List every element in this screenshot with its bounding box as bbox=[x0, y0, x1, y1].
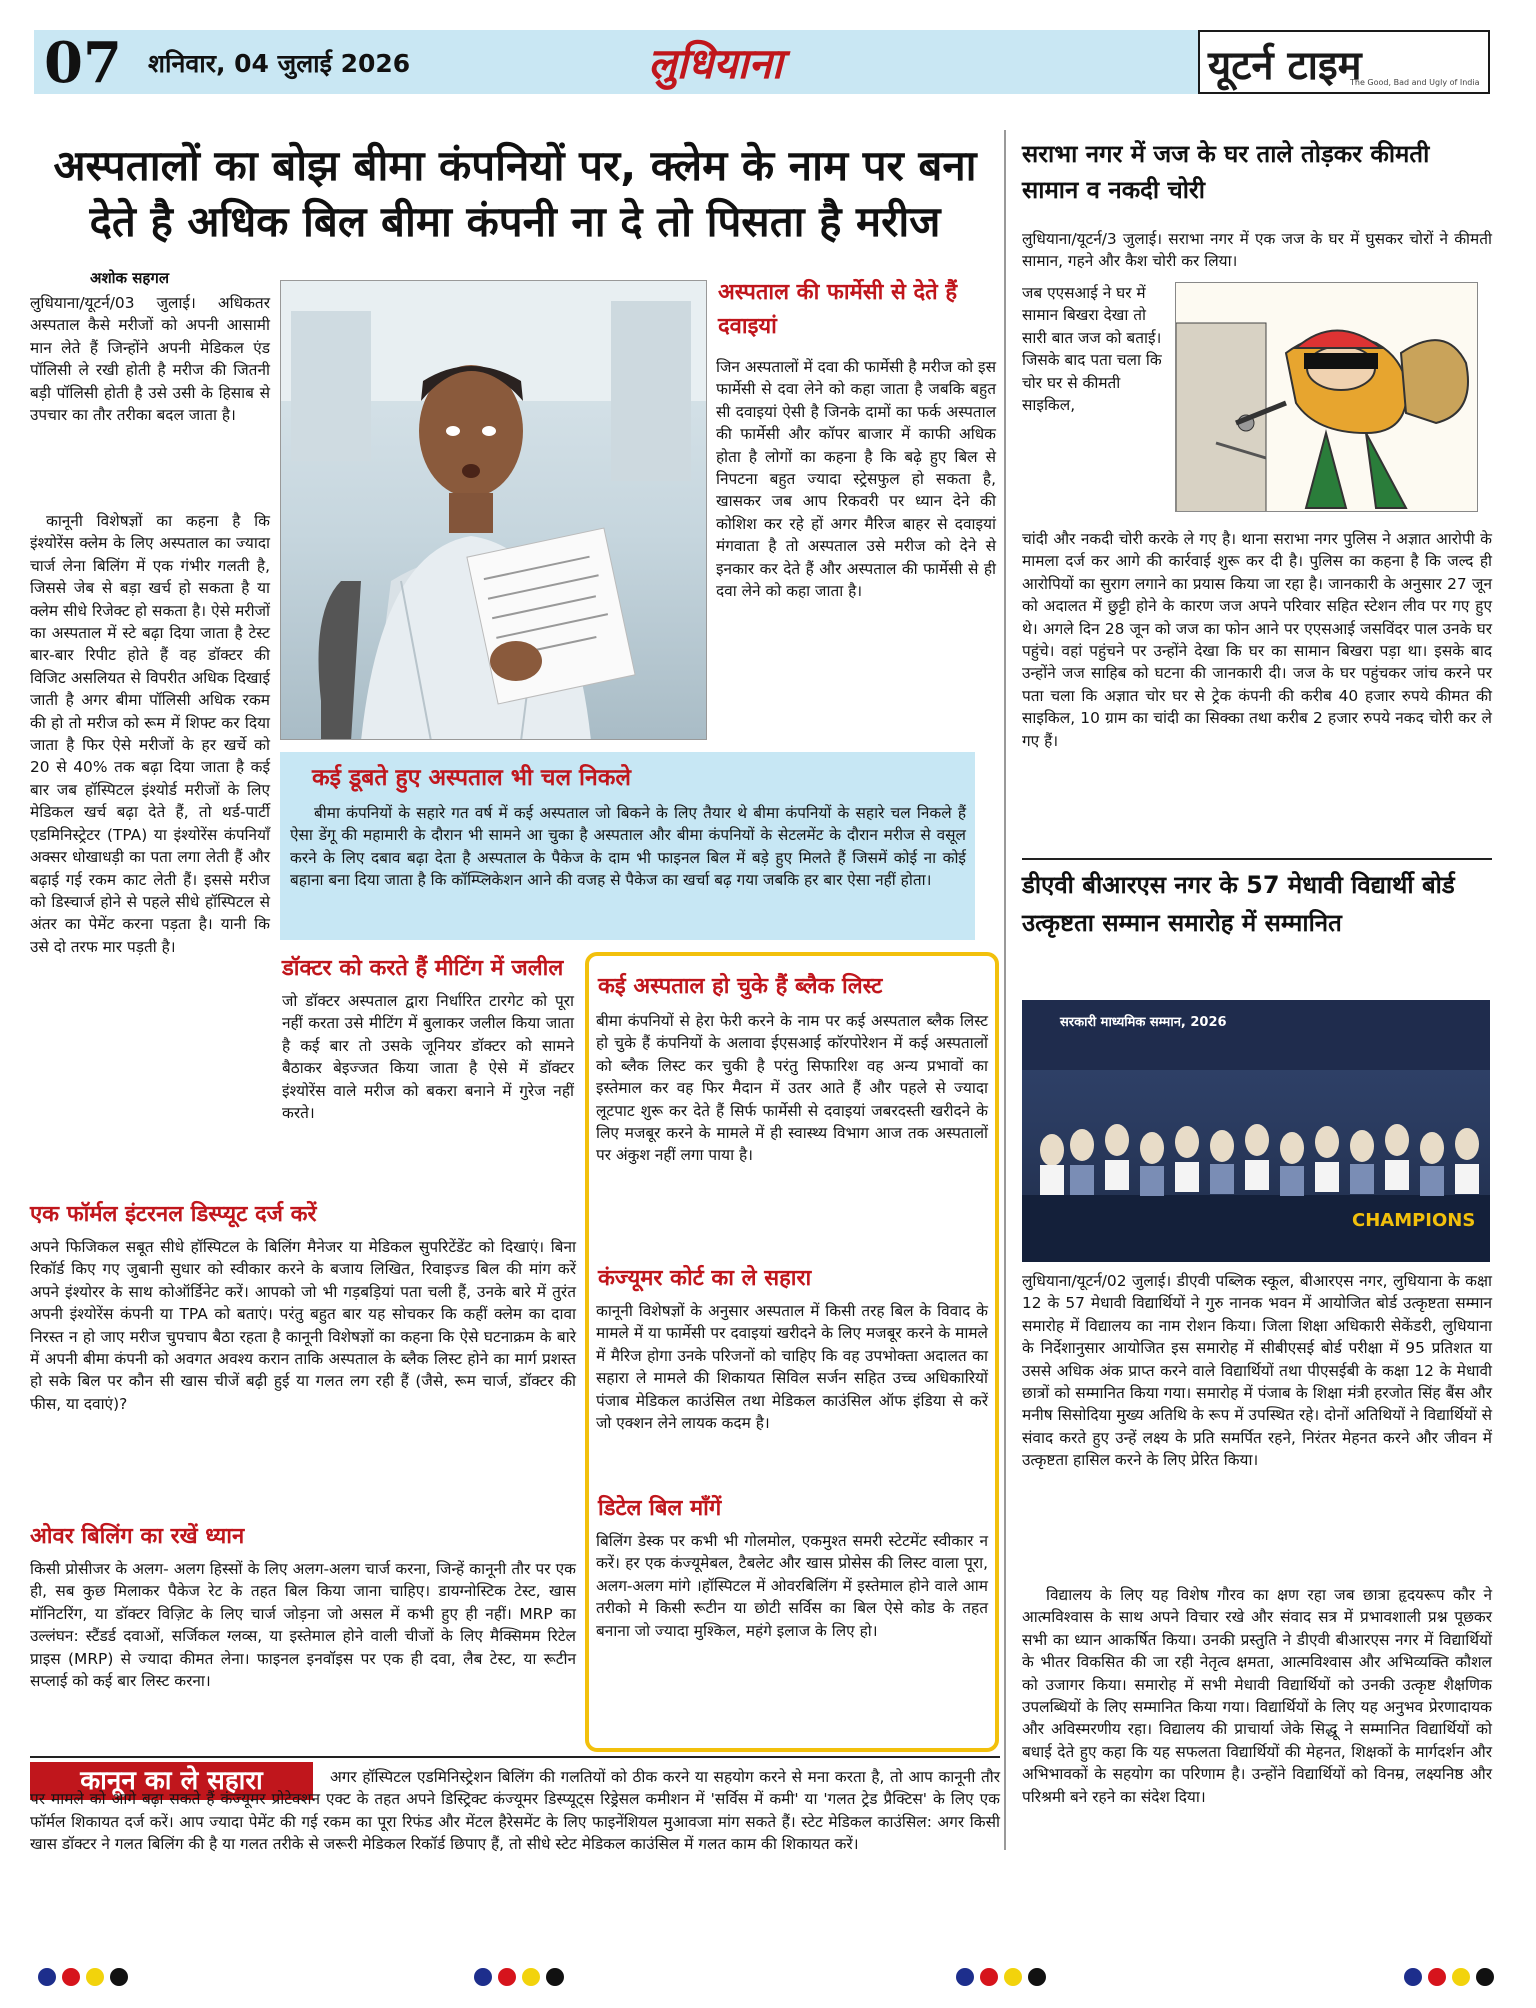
registration-dot bbox=[474, 1968, 492, 1986]
theft-rule bbox=[1022, 858, 1492, 860]
main-story-lead: लुधियाना/यूटर्न/03 जुलाई। अधिकतर अस्पताल कैसे मरीजों को अपनी आसामी मान लेते हैं जिन्होंने अपनी मेडिकल एंड पॉलिसी ले रखी होती है मरीज की जितनी बड़ी पॉलिसी होती है उसे उसी के हिसाब से उपचार का तौर तरीका बदल जाता है। bbox=[30, 294, 270, 425]
pharmacy-body: जिन अस्पतालों में दवा की फार्मेसी है मरीज को इस फार्मेसी से दवा लेने को कहा जाता है जबकि बहुत सी दवाइयां ऐसी है जिनके दामों का फर्क अस्पताल की फार्मेसी और कॉपर बाजार में काफी अधिक होता है लोगों का कहना है कि बढ़े हुए बिल से निपटना बहुत ज्यादा स्ट्रेसफुल हो सकता है, खासकर जब आप रिकवरी पर ध्यान देने की कोशिश कर रहे हों अगर मैरिज बाहर से दवाइयां मंगवाता है तो अस्पताल उसे मरीज को देने से इनकार कर देते हैं और अस्पताल की फार्मेसी से ही दवा लेने को कहा जाता है। bbox=[716, 358, 996, 601]
blacklist-body: बीमा कंपनियों से हेरा फेरी करने के नाम पर कई अस्पताल ब्लैक लिस्ट हो चुके हैं कंपनियों के अलावा ईएसआई कॉरपोरेशन में कई अस्पतालों को ब्लैक लिस्ट कर चुकी है परंतु सिफारिश वह अन्य प्रभावों का इस्तेमाल कर वह फिर मैदान में उतर आते हैं और पहले से ज्यादा लूटपाट शुरू कर देते हैं सिर्फ फार्मेसी से दवाइयां जबरदस्ती खरीदने के लिए मजबूर करने के मामले में ही स्वास्थ्य विभाग आज तक अस्पतालों पर अंकुश नहीं लगा पाया है। bbox=[596, 1012, 988, 1165]
theft-headline: सराभा नगर में जज के घर ताले तोड़कर कीमती सामान व नकदी चोरी bbox=[1022, 140, 1430, 204]
byline: अशोक सहगल bbox=[90, 269, 170, 287]
registration-dot bbox=[1028, 1968, 1046, 1986]
theft-body: चांदी और नकदी चोरी करके ले गए है। थाना सराभा नगर पुलिस ने अज्ञात आरोपी के मामला दर्ज कर आगे की कार्रवाई शुरू कर दी है। पुलिस का कहना है कि जल्द ही आरोपियों का सुराग लगाने का प्रयास किया जा रहा है। जानकारी के अनुसार 27 जून को अदालत में छुट्टी होने के कारण जज अपने परिवार सहित स्टेशन लीव पर गए हुए थे। अगले दिन 28 जून को जज का फोन आने पर एएसआई जसविंदर पाल उनके घर पहुंचे। वहां पहुंचने पर उन्होंने देखा कि घर का सामान बिखरा पड़ा था। इसके बाद उन्होंने जज साहिब को घटना की जानकारी दी। जज के घर पहुंचकर जांच करने पर पता चला कि अज्ञात चोर घर से ट्रेक कंपनी की करीब 40 हजार रुपये कीमत की साइकिल, 10 ग्राम का चांदी का सिक्का तथा करीब 2 हजार रुपये नकद चोरी कर ले गए हैं। bbox=[1022, 530, 1492, 750]
dav-body-2: विद्यालय के लिए यह विशेष गौरव का क्षण रहा जब छात्रा हृदयरूप कौर ने आत्मविश्वास के साथ अपने विचार रखे और संवाद सत्र में प्रभावशाली प्रश्न पूछकर सभी का ध्यान आकर्षित किया। उनकी प्रस्तुति ने डीएवी बीआरएस नगर में विद्यार्थियों के भीतर विकसित की जा रही नेतृत्व क्षमता, आत्मविश्वास और अभिव्यक्ति कौशल को उजागर किया। समारोह में सभी मेधावी विद्यार्थियों को उनकी उत्कृष्ट शैक्षणिक उपलब्धियों के लिए सम्मानित किया गया। विद्यार्थियों के लिए यह अनुभव प्रेरणादायक और अविस्मरणीय रहा। विद्यालय की प्राचार्या जेके सिद्धू ने सम्मानित विद्यार्थियों को बधाई देते हुए कहा कि यह सफलता विद्यार्थियों की मेहनत, शिक्षकों के मार्गदर्शन और अभिभावकों के सहयोग का परिणाम है। उन्होंने विद्यार्थियों को विनम्र, लक्ष्यनिष्ठ और परिश्रमी बने रहने का संदेश दिया। bbox=[1022, 1586, 1492, 1806]
dav-body-1: लुधियाना/यूटर्न/02 जुलाई। डीएवी पब्लिक स्कूल, बीआरएस नगर, लुधियाना के कक्षा 12 के 57 मेधावी विद्यार्थियों ने गुरु नानक भवन में आयोजित बोर्ड उत्कृष्टता सम्मान समारोह में विद्यालय का नाम रोशन किया। जिला शिक्षा अधिकारी सेकेंडरी, लुधियाना के निर्देशानुसार आयोजित इस समारोह में सीबीएसई बोर्ड परीक्षा में 95 प्रतिशत या उससे अधिक अंक प्राप्त करने वाले विद्यार्थियों तथा पीएसईबी के कक्षा 12 के मेधावी छात्रों को सम्मानित किया गया। समारोह में पंजाब के शिक्षा मंत्री हरजोत सिंह बैंस और मनीष सिसोदिया मुख्य अतिथि के रूप में उपस्थित रहे। दोनों अतिथियों ने विद्यार्थियों से संवाद करते हुए उन्हें लक्ष्य के प्रति समर्पित रहने, निरंतर मेहनत करने और जीवन में उत्कृष्टता हासिल करने के लिए प्रेरित किया। bbox=[1022, 1272, 1492, 1470]
registration-dot bbox=[980, 1968, 998, 1986]
doctor-body: जो डॉक्टर अस्पताल द्वारा निर्धारित टारगेट को पूरा नहीं करता उसे मीटिंग में बुलाकर जलील किया जाता है कई बार तो उसके जूनियर डॉक्टर को सामने बैठाकर बेइज्जत किया जाता है ऐसे में डॉक्टर इंश्योरेंस वाले मरीज को बकरा बनाने में गुरेज नहीं करते। bbox=[282, 992, 574, 1123]
doctor-heading: डॉक्टर को करते हैं मीटिंग में जलील bbox=[282, 956, 564, 981]
page-date: शनिवार, 04 जुलाई 2026 bbox=[148, 49, 411, 78]
dispute-heading: एक फॉर्मल इंटरनल डिस्प्यूट दर्ज करें bbox=[30, 1202, 317, 1227]
sinking-body: बीमा कंपनियों के सहारे गत वर्ष में कई अस्पताल जो बिकने के लिए तैयार थे बीमा कंपनियों के सहारे चल निकले हैं ऐसा डेंगू की महामारी के दौरान भी सामने आ चुका है अस्पताल और बीमा कंपनियों के सेटलमेंट के दौरान मरीज से वसूल करने के लिए दबाव बढ़ा देता है अस्पताल के पैकेज के दाम भी फाइनल बिल में बड़े हुए मिलते हैं जिसमें कोई ना कोई बहाना बना दिया जाता है कि कॉम्प्लिकेशन आने की वजह से पैकेज का खर्चा बढ़ गया जबकि हर बार ऐसा नहीं होता। bbox=[290, 804, 966, 890]
registration-dot bbox=[86, 1968, 104, 1986]
photo-banner-text: सरकारी माध्यमिक सम्मान, 2026 bbox=[1060, 1015, 1227, 1030]
overbilling-body: किसी प्रोसीजर के अलग- अलग हिस्सों के लिए अलग-अलग चार्ज करना, जिन्हें कानूनी तौर पर एक ही, सब कुछ मिलाकर पैकेज रेट के तहत बिल किया जाना चाहिए। डायग्नोस्टिक टेस्ट, खास मॉनिटरिंग, या डॉक्टर विज़िट के लिए चार्ज जोड़ना जो असल में कभी हुए ही नहीं। MRP का उल्लंघन: स्टैंडर्ड दवाओं, सर्जिकल ग्लव्स, या इस्तेमाल होने वाली चीजों के लिए मैक्सिमम रिटेल प्राइस (MRP) से ज्यादा कीमत लेना। फाइनल इनवॉइस पर एक ही दवा, लैब टेस्ट, या रूटीन सप्लाई को कई बार लिस्ट करना। bbox=[30, 1560, 576, 1691]
main-headline: अस्पतालों का बोझ बीमा कंपनियों पर, क्लेम के नाम पर बना देते है अधिक बिल बीमा कंपनी ना दे तो पिसता है मरीज bbox=[53, 141, 977, 246]
logo-tagline: The Good, Bad and Ugly of India bbox=[1350, 78, 1480, 87]
patient-photo bbox=[280, 280, 707, 740]
dispute-body: अपने फिजिकल सबूत सीधे हॉस्पिटल के बिलिंग मैनेजर या मेडिकल सुपरिटेंडेंट को दिखाएं। बिना रिकॉर्ड किए गए जुबानी सुधार को स्वीकार करने के बजाय लिखित, रिवाइज्ड बिल की मांग करें अपने इंश्योरर के साथ कोऑर्डिनेट करें। आपको जो भी गड़बड़ियां पता चली हैं, उनके बारे में तुरंत अपनी इंश्योरेंस कंपनी या TPA को बताएं। परंतु बहुत बार यह सोचकर कि कहीं क्लेम का दावा निरस्त न हो जाए मरीज चुपचाप बैठा रहता है कानूनी विशेषज्ञों का कहना कि ऐसे घटनाक्रम के बारे में अपनी बीमा कंपनी को अवगत अवश्य करान ताकि अस्पताल के ब्लैक लिस्ट होने का मार्ग प्रशस्त हो सके बिल पर कौन सी खास चीजें बढ़ी हुई या गलत लग रही हैं (जैसे, रूम चार्ज, डॉक्टर की फीस, या दवाएं)? bbox=[30, 1238, 576, 1413]
registration-dot bbox=[956, 1968, 974, 1986]
thief-illustration bbox=[1176, 283, 1478, 512]
dav-headline: डीएवी बीआरएस नगर के 57 मेधावी विद्यार्थी बोर्ड उत्कृष्टता सम्मान समारोह में सम्मानित bbox=[1022, 871, 1455, 937]
pharmacy-heading: अस्पताल की फार्मेसी से देते हैं दवाइयां bbox=[718, 280, 958, 339]
detail-bill-body: बिलिंग डेस्क पर कभी भी गोलमोल, एकमुश्त समरी स्टेटमेंट स्वीकार न करें। हर एक कंज्यूमेबल, टैबलेट और खास प्रोसेस की लिस्ट वाला पूरा, अलग-अलग मांगे ।हॉस्पिटल में ओवरबिलिंग में इस्तेमाल होने वाले आम तरीको मे किसी रूटीन या छोटी सर्विस का बिल ऐसे कोड के तहत बनाना जो ज्यादा मुश्किल, महंगे इलाज के लिए हो। bbox=[596, 1532, 988, 1640]
photo-sign-text: CHAMPIONS bbox=[1352, 1210, 1476, 1231]
blacklist-heading: कई अस्पताल हो चुके हैं ब्लैक लिस्ट bbox=[598, 974, 883, 999]
theft-side-text: जब एएसआई ने घर में सामान बिखरा देखा तो सारी बात जज को बताई। जिसके बाद पता चला कि चोर घर से कीमती साइकिल, bbox=[1022, 284, 1162, 415]
registration-dot bbox=[110, 1968, 128, 1986]
logo-text: यूटर्न टाइम bbox=[1208, 43, 1362, 89]
kanoon-heading: कानून का ले सहारा bbox=[30, 1762, 313, 1800]
consumer-body: कानूनी विशेषज्ञों के अनुसार अस्पताल में किसी तरह बिल के विवाद के मामले में या फार्मेसी पर दवाइयां खरीदने के लिए मजबूर करने के मामले में मैरिज होगा उनके परिजनों को चाहिए कि वह उपभोक्ता अदालत का सहारा ले मामले की शिकायत सिविल सर्जन सहित उच्च अधिकारियों पंजाब मेडिकल काउंसिल तथा मेडिकल काउंसिल ऑफ इंडिया से करें जो एक्शन लेने लायक कदम है। bbox=[596, 1302, 988, 1433]
registration-dot bbox=[1476, 1968, 1494, 1986]
page-number: 07 bbox=[44, 30, 122, 96]
registration-dot bbox=[498, 1968, 516, 1986]
patient-illustration bbox=[281, 281, 707, 740]
section-name: लुधियाना bbox=[648, 39, 783, 88]
thief-cartoon bbox=[1175, 282, 1478, 512]
kanoon-rule bbox=[30, 1756, 1000, 1758]
column-divider bbox=[1004, 130, 1006, 1850]
registration-dot bbox=[546, 1968, 564, 1986]
newspaper-logo bbox=[1198, 30, 1490, 94]
kanoon-body: अगर हॉस्पिटल एडमिनिस्ट्रेशन बिलिंग की गलतियों को ठीक करने या सहयोग करने से मना करता है, तो आप कानूनी तौर पर मामले को आगे बढ़ा सकते हैं कंज्यूमर प्रोटेक्शन एक्ट के तहत अपने डिस्ट्रिक्ट कंज्यूमर डिस्प्यूट्स रिड्रेसल कमीशन में 'सर्विस में कमी' या 'गलत ट्रेड प्रैक्टिस' के लिए एक फॉर्मल शिकायत दर्ज करें। आप ज्यादा पेमेंट की गई रकम का पूरा रिफंड और मेंटल हैरेसमेंट के लिए फाइनेंशियल मुआवजा मांग सकते हैं। स्टेट मेडिकल काउंसिल: अगर किसी खास डॉक्टर ने गलत बिलिंग की है या गलत तरीके से जरूरी मेडिकल रिकॉर्ड छिपाए हैं, तो सीधे स्टेट मेडिकल काउंसिल में गलत काम की शिकायत करें। bbox=[30, 1768, 1000, 1854]
registration-dot bbox=[1404, 1968, 1422, 1986]
registration-dot bbox=[1428, 1968, 1446, 1986]
registration-dot bbox=[38, 1968, 56, 1986]
theft-lead: लुधियाना/यूटर्न/3 जुलाई। सराभा नगर में एक जज के घर में घुसकर चोरों ने कीमती सामान, गहने और कैश चोरी कर लिया। bbox=[1022, 230, 1492, 271]
main-story-body: कानूनी विशेषज्ञों का कहना है कि इंश्योरेंस क्लेम के लिए अस्पताल का ज्यादा चार्ज लेना बिलिंग में एक गंभीर गलती है, जिससे जेब से बड़ा खर्च हो सकता है या क्लेम सीधे रिजेक्ट हो सकता है। ऐसे मरीजों का अस्पताल में स्टे बढ़ा दिया जाता है टेस्ट बार-बार रिपीट होते हैं वह डॉक्टर की विजिट असलियत से विपरीत अधिक दिखाई जाती है अगर बीमा पॉलिसी अधिक रकम की हो तो मरीज को रूम में शिफ्ट कर दिया जाता है फिर ऐसे मरीजों के हर खर्चे को 20 से 40% तक बढ़ा दिया जाता है कई बार जब हॉस्पिटल इंश्योर्ड मरीजों के लिए मेडिकल खर्च बढ़ा देते हैं, तो थर्ड-पार्टी एडमिनिस्ट्रेटर (TPA) या इंश्योरेंस कंपनियाँ अक्सर धोखाधड़ी का पता लगा लेती हैं और बढ़ाई गई रकम काट लेती हैं। इससे मरीज को डिस्चार्ज होने से पहले सीधे हॉस्पिटल से अंतर का पेमेंट करना पड़ता है। यानी कि उसे दो तरफ मार पड़ती है। bbox=[30, 512, 270, 956]
detail-bill-heading: डिटेल बिल माँगें bbox=[598, 1496, 722, 1521]
overbilling-heading: ओवर बिलिंग का रखें ध्यान bbox=[30, 1524, 245, 1549]
registration-dot bbox=[62, 1968, 80, 1986]
registration-dot bbox=[522, 1968, 540, 1986]
award-ceremony-photo bbox=[1022, 1000, 1490, 1262]
sinking-heading: कई डूबते हुए अस्पताल भी चल निकले bbox=[312, 765, 632, 791]
registration-marks bbox=[0, 1958, 1536, 1998]
registration-dot bbox=[1004, 1968, 1022, 1986]
registration-dot bbox=[1452, 1968, 1470, 1986]
consumer-heading: कंज्यूमर कोर्ट का ले सहारा bbox=[598, 1266, 812, 1291]
